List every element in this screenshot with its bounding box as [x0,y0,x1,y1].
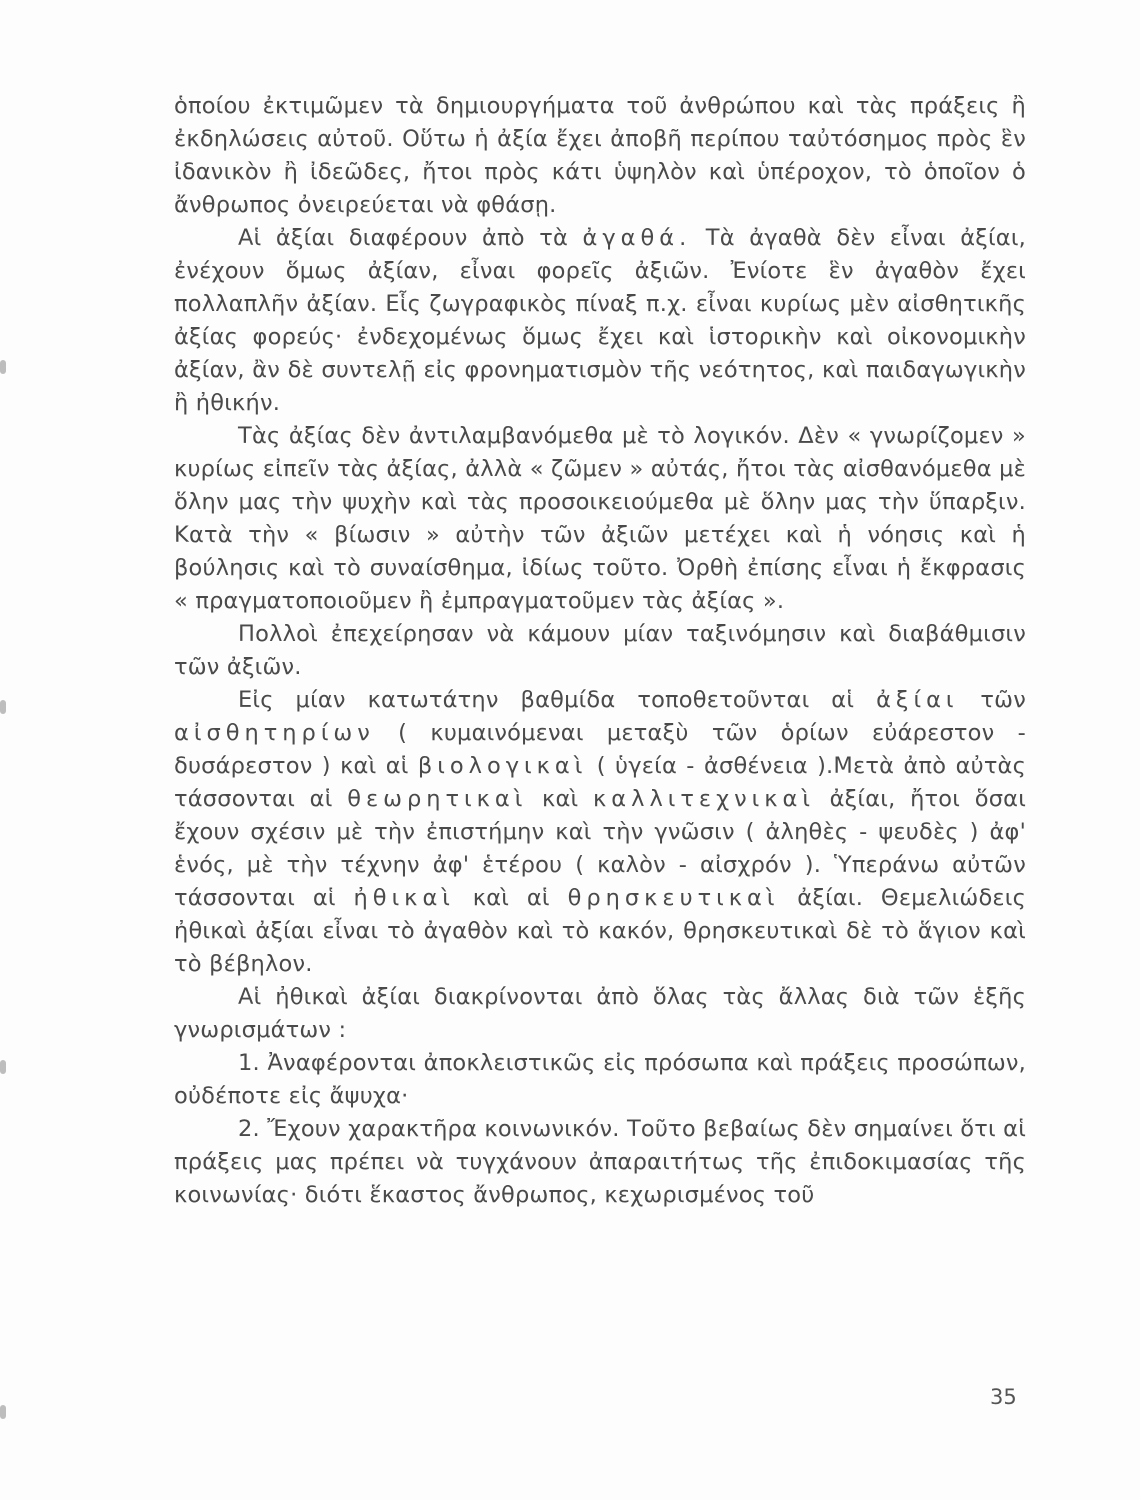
spaced-term: καλλιτεχνικαὶ [593,786,815,812]
paragraph: Τὰς ἀξίας δὲν ἀντιλαμβανόμεθα μὲ τὸ λογικόν. Δὲν « γνωρίζομεν » κυρίως εἰπεῖν τὰς ἀξίας, ἀλλὰ « ζῶμεν » αὐτάς, ἤτοι τὰς αἰσθανόμεθα μὲ ὅλην μας τὴν ψυχὴν καὶ τὰς προσοικειούμεθα μὲ ὅλην μας τὴν ὕπαρξιν. Κατὰ τὴν « βίωσιν » αὐτὴν τῶν ἀξιῶν μετέχει καὶ ἡ νόησις καὶ ἡ βούλησις καὶ τὸ συναίσθημα, ἰδίως τοῦτο. Ὀρθὴ ἐπίσης εἶναι ἡ ἔκφρασις « πραγματοποιοῦμεν ἢ ἐμπραγματοῦμεν τὰς ἀξίας ». [174,423,1026,614]
spaced-term: θεωρητικαὶ [347,786,528,812]
spaced-term: θρησκευτικαὶ [567,885,780,911]
text-run: Τὰ ἀγαθὰ δὲν εἶναι ἀξίαι, ἐνέχουν ὅμως ἀξίαν, εἶναι φορεῖς ἀξιῶν. Ἐνίοτε ἓν ἀγαθὸν ἔχει πολλαπλῆν ἀξίαν. Εἷς ζωγραφικὸς πίναξ π.χ. εἶναι κυρίως μὲν αἰσθητικῆς ἀξίας φορεύς· ἐνδεχομένως ὅμως ἔχει καὶ ἱστορικὴν καὶ οἰκονομικὴν ἀξίαν, ἂν δὲ συντελῇ εἰς φρονηματισμὸν τῆς νεότητος, καὶ παιδαγωγικὴν ἢ ἠθικήν. [174,225,1026,416]
text-run: καὶ [527,786,594,812]
text-run: ( ὑγεία - ἀσθένεια ).Μετὰ ἀπὸ αὐτὰς τάσσονται αἱ [174,753,1026,812]
text-run: Αἱ ἀξίαι διαφέρουν ἀπὸ τὰ [238,225,583,251]
text-run: ἀξίαι, ἤτοι ὅσαι ἔχουν σχέσιν μὲ τὴν ἐπιστήμην καὶ τὴν γνῶσιν ( ἀληθὲς - ψευδὲς ) ἀφ' ἑνός, μὲ τὴν τέχνην ἀφ' ἑτέρου ( καλὸν - αἰσχρόν ). Ὑπεράνω αὐτῶν τάσσονται αἱ [174,786,1027,911]
binding-mark [0,700,6,714]
paragraph: Αἱ ἠθικαὶ ἀξίαι διακρίνονται ἀπὸ ὅλας τὰς ἄλλας διὰ τῶν ἑξῆς γνωρισμάτων : [174,984,1026,1043]
text-run: τῶν [958,687,1026,713]
list-item: 2. Ἔχουν χαρακτῆρα κοινωνικόν. Τοῦτο βεβαίως δὲν σημαίνει ὅτι αἱ πράξεις μας πρέπει νὰ τυγχάνουν ἀπαραιτήτως τῆς ἐπιδοκιμασίας τῆς κοινωνίας· διότι ἕκαστος ἄνθρωπος, κεχωρισμένος τοῦ [174,1116,1027,1208]
spaced-term: ἀξίαι [876,687,959,713]
paragraph [174,222,1026,420]
text-run: ( κυμαινόμεναι μεταξὺ τῶν ὁρίων εὐάρεστον - δυσάρεστον ) καὶ αἱ [174,720,1026,779]
text-run: καὶ αἱ [454,885,568,911]
binding-mark [0,360,6,374]
paragraph: Πολλοὶ ἐπεχείρησαν νὰ κάμουν μίαν ταξινόμησιν καὶ διαβάθμισιν τῶν ἀξιῶν. [174,621,1026,680]
body-text [174,90,1026,1212]
text-run: ἀξίαι. Θεμελιώδεις ἠθικαὶ ἀξίαι εἶναι τὸ ἀγαθὸν καὶ τὸ κακόν, θρησκευτικαὶ δὲ τὸ ἅγιον καὶ τὸ βέβηλον. [174,885,1026,977]
page-number: 35 [990,1385,1017,1409]
spaced-term: ἀγαθά. [582,225,692,251]
paragraph: ὁποίου ἐκτιμῶμεν τὰ δημιουργήματα τοῦ ἀνθρώπου καὶ τὰς πράξεις ἢ ἐκδηλώσεις αὐτοῦ. Οὕτω ἡ ἀξία ἔχει ἀποβῆ περίπου ταὐτόσημος πρὸς ἓν ἰδανικὸν ἢ ἰδεῶδες, ἤτοι πρὸς κάτι ὑψηλὸν καὶ ὑπέροχον, τὸ ὁποῖον ὁ ἄνθρωπος ὀνειρεύεται νὰ φθάσῃ. [174,93,1026,218]
list-item: 1. Ἀναφέρονται ἀποκλειστικῶς εἰς πρόσωπα καὶ πράξεις προσώπων, οὐδέποτε εἰς ἄψυχα· [174,1050,1026,1109]
spaced-term: ἠθικαὶ [353,885,455,911]
binding-mark [0,1060,6,1074]
spaced-term: αἰσθητηρίων [174,720,375,746]
binding-mark [0,1405,6,1419]
spaced-term: βιολογικαὶ [417,753,588,779]
text-run: Εἰς μίαν κατωτάτην βαθμίδα τοποθετοῦνται αἱ [238,687,877,713]
paragraph [174,684,1026,981]
